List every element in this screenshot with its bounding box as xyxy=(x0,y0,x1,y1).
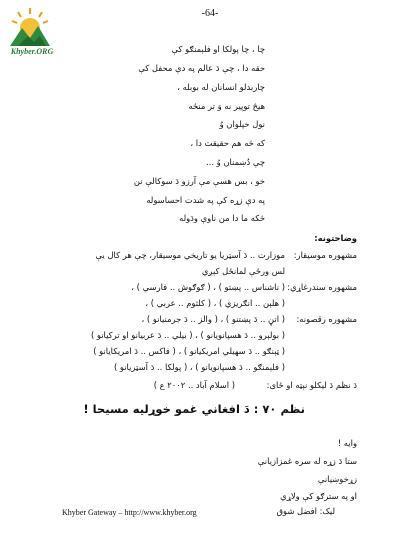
note-label: مشهوره رقصونه: xyxy=(296,314,357,324)
poem-line: او په سترګو کې ولاړي xyxy=(280,491,357,501)
poem-line: چې دُښمنان وُ ... xyxy=(206,157,265,167)
notes-title: وضاحتونه: xyxy=(314,233,357,243)
note-text: ( هلېن .. انګريزي ) ، ( کلثوم .. عربي ) ، xyxy=(145,298,285,308)
note-text: موزارت .. دَ آسټريا يو تاريخي موسيقار، چې هر کال يې xyxy=(95,250,285,260)
footer-site: Khyber Gateway – http://www.khyber.org xyxy=(62,508,197,517)
note-text: ( ناشناس .. پښتو ) ، ( ګوګوش .. فارسي ) ، xyxy=(131,282,285,292)
poem-line: زړخوښيانې xyxy=(317,474,357,484)
poem-line: خو ، بس هسې مې آرزو دَ سوکالې نن xyxy=(133,176,265,186)
poem-line: په دې زړه کې په شدت احساسوله xyxy=(146,195,265,205)
poem-line: حقه دا ، چې دَ عالم په دې محفل کې xyxy=(138,63,265,73)
poem-line: هيڅ توپير نه وَ تر منځه xyxy=(188,101,265,111)
note-text: ( ټېنګو .. دَ سهيلي امريکيانو ) ، ( فاکس .. دَ امريکايانو ) xyxy=(93,346,285,356)
logo-text: Khyber.ORG xyxy=(10,47,54,56)
note-text: لس ورځې لمانځل کېږي xyxy=(201,266,285,276)
poem-line: که څه هم حقيقت دا ، xyxy=(190,138,265,148)
note-text: ( اتڼ .. دَ پښتنو ) ، ( والز .. دَ جرمنيانو ) ، xyxy=(141,314,285,324)
date-label: دَ نظم دَ ليکلو نېټه او ځاى: xyxy=(266,380,357,390)
poem-line: چاربدلو انسانان له بوبله ، xyxy=(177,82,265,92)
poem-line: چا ، چا پولکا او فلېمنګو کې xyxy=(171,44,265,54)
footer-author: ليک: افضل شوق xyxy=(276,506,335,516)
poem-line: څکه ما دا من ناوې ودَوله xyxy=(179,213,265,223)
poem-line: نول خپلوان وُ xyxy=(219,119,265,129)
poem-line: ستا دَ زړه له سره غمزازيانې xyxy=(257,456,357,466)
poem-heading: نظم ۷۰ : دَ افغاني غمو خوړليه مسيحا ! xyxy=(83,402,305,416)
note-text: ( بولېرو .. دَ هسپانويانو ) ، ( بيلي .. دَ عربيانو او ترکيانو ) xyxy=(90,330,285,340)
note-text: ( فلېمنګو .. دَ هسپانويانو ) ، ( پولکا .. دَ آسټريانو ) xyxy=(113,362,285,372)
note-label: مشهوره موسيقار: xyxy=(293,250,357,260)
poem-line: وايه ! xyxy=(337,438,357,448)
page-number: -64- xyxy=(201,8,219,19)
date-value: ( اسلام آباد .. ۲۰۰۲ ع ) xyxy=(153,380,235,390)
note-label: مشهوره سندرغاړي: xyxy=(287,282,357,292)
